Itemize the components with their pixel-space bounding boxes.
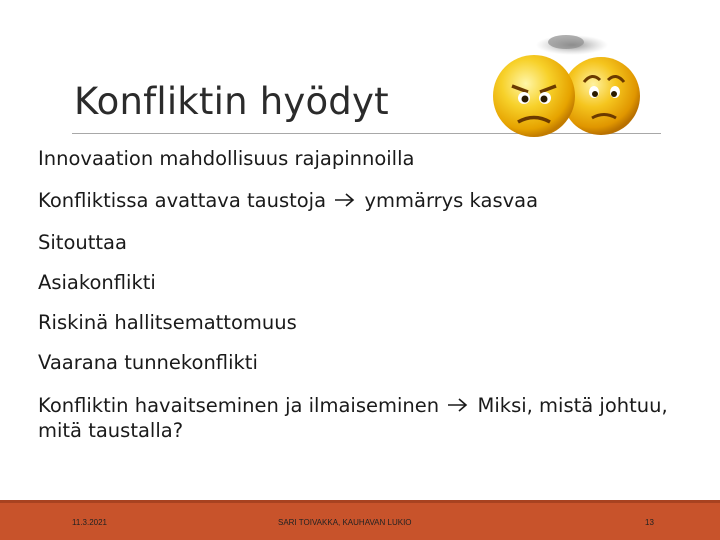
bullet-text: Innovaation mahdollisuus rajapinnoilla — [38, 147, 415, 170]
bullet-item — [38, 230, 127, 255]
bullet-text: Asiakonflikti — [38, 271, 156, 294]
footer-bar-edge — [0, 500, 720, 503]
bullet-item — [38, 350, 258, 375]
angry-faces-icon — [488, 30, 648, 150]
bullet-text: Vaarana tunnekonflikti — [38, 351, 258, 374]
slide-title: Konfliktin hyödyt — [74, 80, 389, 123]
footer-date: 11.3.2021 — [72, 518, 107, 527]
bullet-text: ymmärrys kasvaa — [364, 189, 539, 212]
bullet-text: Konfliktin havaitseminen ja ilmaiseminen — [38, 394, 440, 417]
bullet-item — [38, 393, 668, 443]
arrow-right-icon — [334, 189, 356, 205]
bullet-text: Sitouttaa — [38, 231, 127, 254]
bullet-text: Konfliktissa avattava taustoja — [38, 189, 327, 212]
bullet-item — [38, 188, 538, 213]
page-number: 13 — [645, 518, 654, 527]
arrow-right-icon — [447, 394, 469, 410]
bullet-item — [38, 310, 297, 335]
bullet-text: Riskinä hallitsemattomuus — [38, 311, 297, 334]
bullet-text: Miksi, mistä johtuu, mitä taustalla? — [38, 394, 668, 442]
footer-author: SARI TOIVAKKA, KAUHAVAN LUKIO — [278, 518, 412, 527]
bullet-item — [38, 270, 156, 295]
bullet-item — [38, 146, 414, 171]
